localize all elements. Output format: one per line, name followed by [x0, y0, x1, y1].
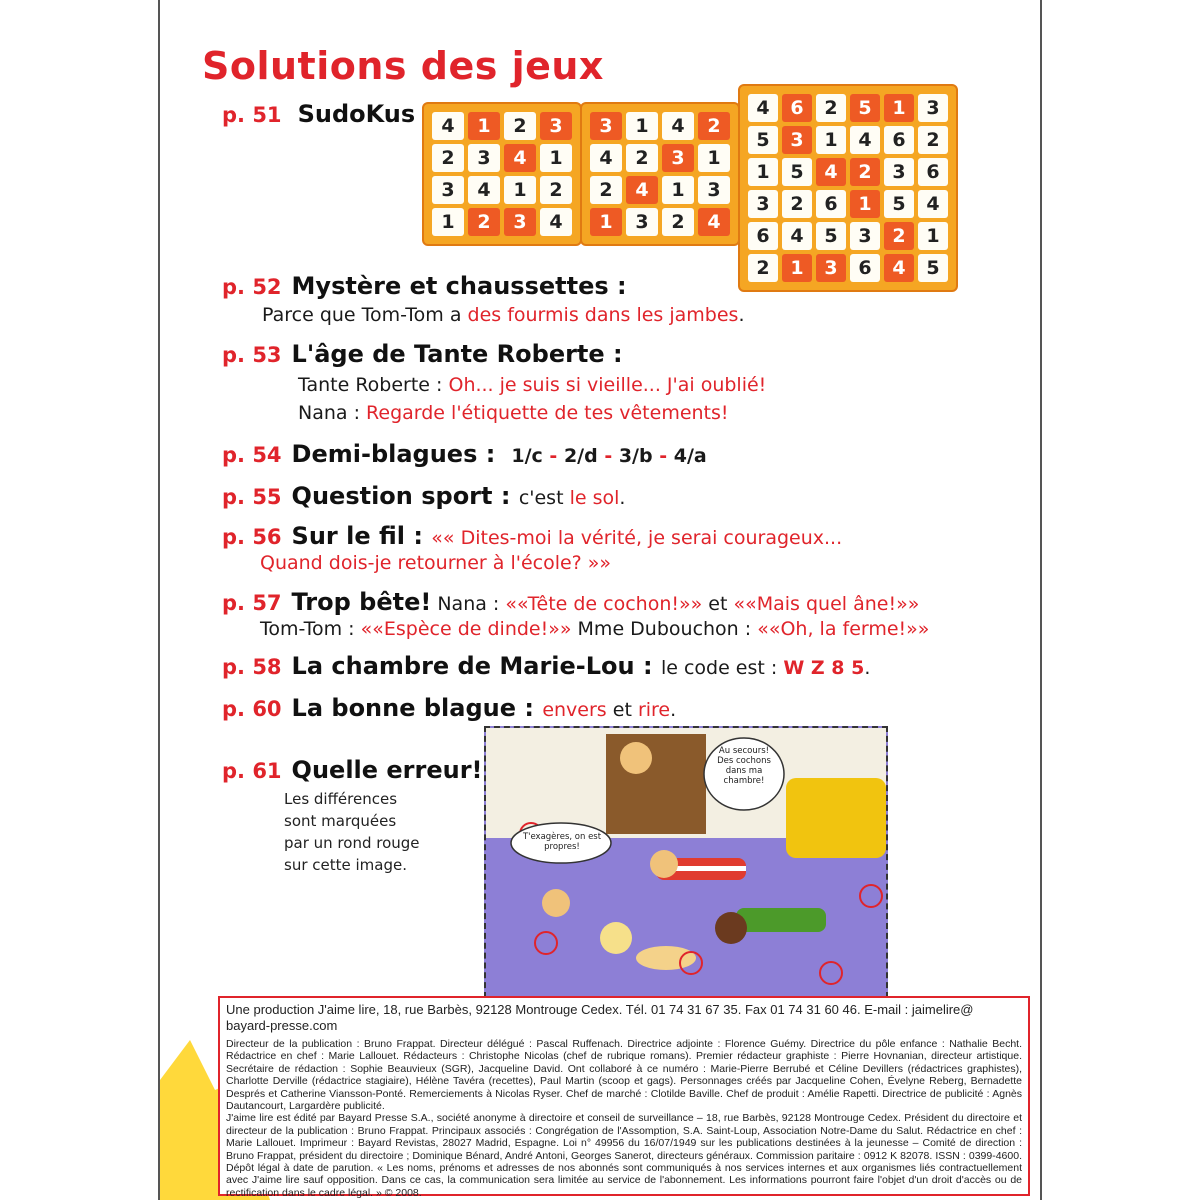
sudoku-cell: 4 [662, 112, 694, 140]
sudoku-cell: 3 [698, 176, 730, 204]
answer-title: Demi-blagues [291, 440, 478, 468]
sudoku-cell: 2 [468, 208, 500, 236]
pair: 4/a [673, 445, 707, 467]
page-number: p. 53 [222, 343, 282, 367]
answer-title: Trop bête! [291, 588, 432, 616]
answer-title: Mystère et chaussettes [291, 272, 609, 300]
sudoku-cell: 4 [626, 176, 658, 204]
answer-p53 [222, 340, 623, 368]
page-number: p. 57 [222, 591, 282, 615]
answer-highlight: ««Oh, la ferme!»» [757, 618, 930, 640]
colon: : [634, 652, 661, 680]
sudoku-cell: 1 [432, 208, 464, 236]
pair: 1/c [511, 445, 543, 467]
sudoku-cell: 2 [850, 158, 880, 186]
colon: : [608, 272, 627, 300]
magazine-page [158, 0, 1042, 1200]
sudoku-cell: 4 [748, 94, 778, 122]
answer-highlight: ««Tête de cochon!»» [505, 593, 703, 615]
sudoku-cell: 2 [432, 144, 464, 172]
pair: 3/b [618, 445, 653, 467]
sudoku-cell: 2 [698, 112, 730, 140]
speech-bubble-2: T'exagères, on est propres! [522, 832, 602, 852]
sudoku-cell: 3 [918, 94, 948, 122]
sudoku-cell: 4 [432, 112, 464, 140]
answer-p58 [222, 652, 870, 680]
answer-p53-line2 [298, 402, 729, 424]
page-number: p. 61 [222, 759, 282, 783]
sudoku-cell: 3 [590, 112, 622, 140]
page-number: p. 55 [222, 485, 282, 509]
answer-p52 [222, 272, 627, 300]
sudoku-cell: 1 [626, 112, 658, 140]
answer-text: c'est [518, 487, 570, 509]
answer-highlight: rire [637, 699, 671, 721]
answer-title: La bonne blague [291, 694, 517, 722]
answer-p54 [222, 440, 707, 468]
answer-text: et [702, 593, 734, 615]
sudoku-cell: 1 [782, 254, 812, 282]
sudoku-cell: 1 [468, 112, 500, 140]
answer-text: . [619, 487, 626, 509]
page-number: p. 51 [222, 103, 282, 127]
sudoku-cell: 4 [540, 208, 572, 236]
caption-line: sont marquées [284, 812, 397, 830]
answer-highlight: ««Mais quel âne!»» [733, 593, 920, 615]
speaker: Tante Roberte : [298, 374, 449, 396]
answer-title: Quelle erreur! [291, 756, 483, 784]
credits-staff: Directeur de la publication : Bruno Frappat. Directeur délégué : Pascal Ruffenach. Directrice adjointe : Florence Guémy. Directrice du pôle enfance : Nathalie Becht. Rédactrice en chef : Marie Lallouet. Rédacteurs : Christophe Nicolas (chef de rubrique romans). Premier rédacteur graphiste : Pierre Hovnanian, directeur artistique. Secrétaire de rédaction : Sophie Beauvieux (SGR), Jacqueline David. Ont collaboré à ce numéro : Marie-Pierre Berrubé et Céline Devillers (rédactrices graphistes), Charlotte Derville (rédactrice stagiaire), Hélène Tavéra (recettes), Paul Martin (scoop et gags). Personnages créés par Jacqueline Cohen, Évelyne Reberg, Bernadette Després et Catherine Viansson-Ponté. Remerciements à Nicolas Ryser. Chef de marché : Clotilde Baville. Chef de produit : Amélie Rapetti. Directrice de publicité : Agnès Dautancourt, Largardère publicité. [226, 1038, 1022, 1113]
sudoku-cell: 3 [662, 144, 694, 172]
sudoku-cell: 6 [816, 190, 846, 218]
caption-line: Les différences [284, 790, 398, 808]
answer-highlight: des fourmis dans les jambes [467, 304, 739, 326]
separator: - [542, 445, 564, 467]
answer-title: SudoKus [297, 100, 416, 128]
sudoku-cell: 4 [504, 144, 536, 172]
answer-text: . [738, 304, 745, 326]
answer-highlight: Regarde l'étiquette de tes vêtements! [366, 402, 729, 424]
comic-illustration [484, 726, 888, 998]
sudoku-cell: 6 [884, 126, 914, 154]
answer-title: Question sport [291, 482, 493, 510]
credits-address: Une production J'aime lire, 18, rue Barbès, 92128 Montrouge Cedex. Tél. 01 74 31 67 35. Fax 01 74 31 60 46. E-mail : jaimelire@ [226, 1002, 974, 1017]
sudoku-cell: 2 [748, 254, 778, 282]
pair: 2/d [563, 445, 598, 467]
sudoku-cell: 2 [590, 176, 622, 204]
speaker: Nana : [431, 593, 506, 615]
answer-p61-caption [284, 788, 420, 876]
sudoku-cell: 3 [816, 254, 846, 282]
page-number: p. 60 [222, 697, 282, 721]
answer-highlight: Oh... je suis si vieille... J'ai oublié! [448, 374, 767, 396]
sudoku-cell: 2 [626, 144, 658, 172]
speaker: Tom-Tom : [260, 618, 361, 640]
page-number: p. 54 [222, 443, 282, 467]
sudoku-cell: 3 [884, 158, 914, 186]
sudoku-grid-3 [738, 84, 958, 292]
sudoku-cell: 1 [540, 144, 572, 172]
sudoku-cell: 6 [748, 222, 778, 250]
sudoku-grid-1 [422, 102, 582, 246]
answer-p53-line1 [298, 374, 766, 396]
credits-email-domain: bayard-presse.com [226, 1018, 338, 1033]
sudoku-cell: 1 [884, 94, 914, 122]
sudoku-cell: 2 [540, 176, 572, 204]
sudoku-cell: 3 [468, 144, 500, 172]
sudoku-cell: 6 [918, 158, 948, 186]
sudoku-cell: 3 [850, 222, 880, 250]
sudoku-cell: 1 [816, 126, 846, 154]
sudoku-cell: 5 [884, 190, 914, 218]
sudoku-cell: 3 [540, 112, 572, 140]
bedroom-scene-illustration [486, 728, 886, 996]
separator: - [652, 445, 674, 467]
colon: : [516, 694, 543, 722]
answer-p60 [222, 694, 676, 722]
answer-text: . [864, 657, 871, 679]
sudoku-cell: 4 [468, 176, 500, 204]
answer-text: Parce que Tom-Tom a [262, 304, 468, 326]
sudoku-grid-2 [580, 102, 740, 246]
sudoku-cell: 2 [816, 94, 846, 122]
page-title: Solutions des jeux [202, 44, 604, 88]
answer-p57 [222, 588, 919, 616]
answer-p56 [222, 522, 842, 550]
page-number: p. 56 [222, 525, 282, 549]
sudoku-cell: 4 [816, 158, 846, 186]
sudoku-cell: 3 [782, 126, 812, 154]
credits-legal: J'aime lire est édité par Bayard Presse S.A., société anonyme à directoire et conseil de surveillance – 18, rue Barbès, 92128 Montrouge Cedex. Président du directoire et directeur de la publication : Bruno Frappat. Principaux associés : Congrégation de l'Assomption, S.A. Saint-Loup, Association Notre-Dame du Salut. Rédactrice en chef : Marie Lallouet. Imprimeur : Bayard Revistas, 28027 Madrid, Espagne. Loi n° 49956 du 16/07/1949 sur les publications destinées à la jeunesse – Comité de direction : Bruno Frappat, président du directoire ; Dominique Bénard, André Antoni, Georges Sanerot, directeurs généraux. Commission paritaire : 0912 K 82078. ISSN : 0399-4600. Dépôt légal à date de parution. « Les noms, prénoms et adresses de nos abonnés sont communiqués à nos services internes et aux organismes liés contractuellement avec J'aime lire sauf opposition. Dans ce cas, la communication sera limitée au service de l'abonnement. Les informations pourront faire l'objet d'un droit d'accès ou de rectification dans le cadre légal. » © 2008. [226, 1112, 1022, 1199]
colon: : [404, 522, 432, 550]
speaker: Nana : [298, 402, 367, 424]
answer-highlight: ««Espèce de dinde!»» [360, 618, 572, 640]
answer-title: Sur le fil [291, 522, 405, 550]
sudoku-cell: 5 [816, 222, 846, 250]
sudoku-cell: 4 [884, 254, 914, 282]
sudoku-cell: 6 [782, 94, 812, 122]
speech-bubble-1: Au secours! Des cochons dans ma chambre! [717, 746, 771, 786]
sudoku-cell: 1 [850, 190, 880, 218]
sudoku-cell: 4 [698, 208, 730, 236]
sudoku-cell: 1 [918, 222, 948, 250]
sudoku-cell: 4 [782, 222, 812, 250]
colon: : [604, 340, 623, 368]
answer-p51 [222, 100, 415, 128]
sudoku-cell: 1 [504, 176, 536, 204]
caption-line: par un rond rouge [284, 834, 420, 852]
sudoku-cell: 1 [698, 144, 730, 172]
colon: : [492, 482, 519, 510]
answer-p52-text [262, 304, 744, 326]
sudoku-cell: 2 [504, 112, 536, 140]
answer-text: et [606, 699, 638, 721]
answer-text: le code est : [660, 657, 784, 679]
sudoku-cell: 5 [918, 254, 948, 282]
sudoku-cell: 3 [504, 208, 536, 236]
sudoku-cell: 4 [850, 126, 880, 154]
sudoku-cell: 5 [748, 126, 778, 154]
colon: : [477, 440, 496, 468]
sudoku-cell: 3 [626, 208, 658, 236]
answer-p56-line2: Quand dois-je retourner à l'école? »» [260, 552, 612, 574]
sudoku-cell: 6 [850, 254, 880, 282]
answer-highlight: le sol [569, 487, 620, 509]
answer-highlight: «« Dites-moi la vérité, je serai courageux... [431, 527, 843, 549]
answer-p55 [222, 482, 625, 510]
speaker: Mme Dubouchon : [571, 618, 758, 640]
page-number: p. 58 [222, 655, 282, 679]
sudoku-cell: 3 [432, 176, 464, 204]
sudoku-cell: 3 [748, 190, 778, 218]
sudoku-cell: 1 [590, 208, 622, 236]
sudoku-cell: 2 [782, 190, 812, 218]
sudoku-cell: 2 [918, 126, 948, 154]
answer-text: . [670, 699, 677, 721]
answer-highlight: W Z 8 5 [783, 657, 865, 679]
sudoku-cell: 2 [662, 208, 694, 236]
sudoku-cell: 5 [782, 158, 812, 186]
sudoku-cell: 1 [662, 176, 694, 204]
page-number: p. 52 [222, 275, 282, 299]
answer-p57-line2 [260, 618, 929, 640]
caption-line: sur cette image. [284, 856, 407, 874]
sudoku-cell: 4 [590, 144, 622, 172]
answer-title: L'âge de Tante Roberte [291, 340, 605, 368]
credits-box [218, 996, 1030, 1199]
sudoku-cell: 1 [748, 158, 778, 186]
answer-highlight: envers [542, 699, 607, 721]
sudoku-cell: 5 [850, 94, 880, 122]
separator: - [597, 445, 619, 467]
answer-p61 [222, 756, 483, 784]
answer-title: La chambre de Marie-Lou [291, 652, 635, 680]
sudoku-cell: 2 [884, 222, 914, 250]
sudoku-cell: 4 [918, 190, 948, 218]
